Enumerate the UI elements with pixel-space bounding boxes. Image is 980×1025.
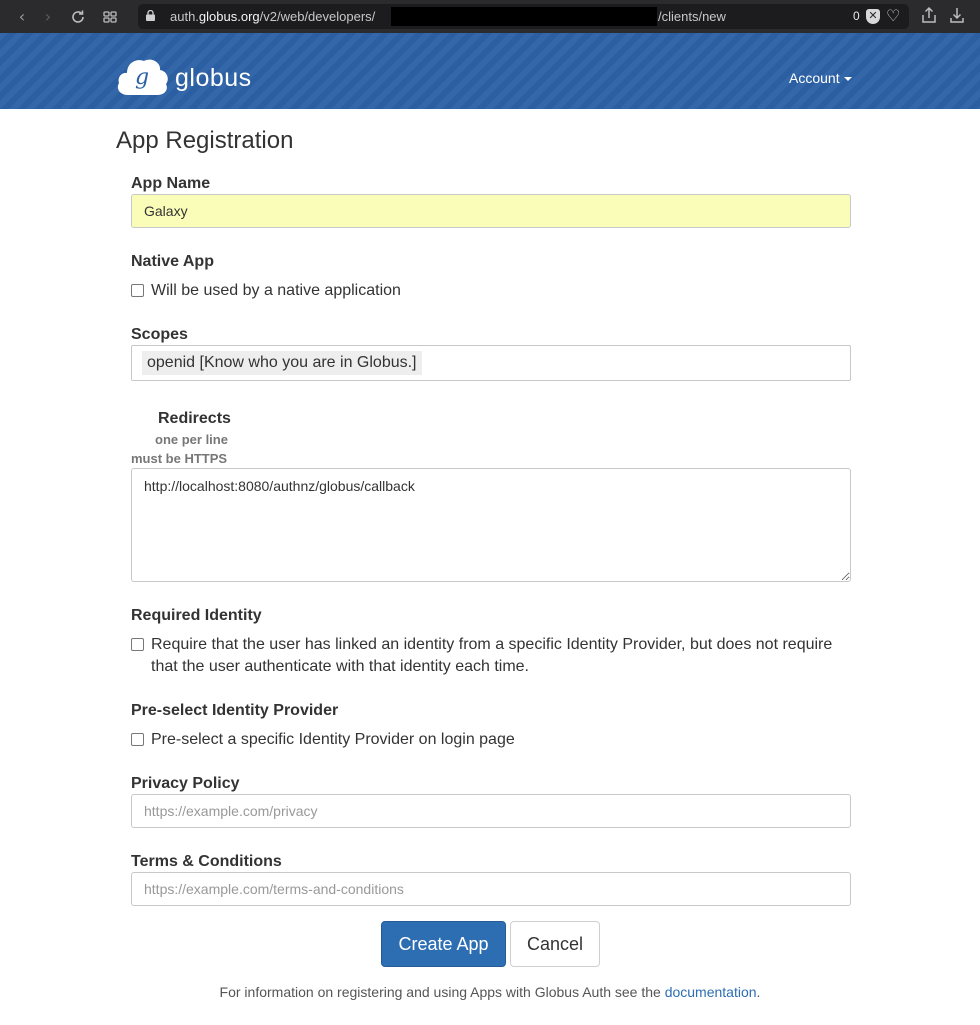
documentation-link[interactable]: documentation — [664, 984, 757, 1000]
native-app-label: Native App — [131, 253, 214, 270]
scope-chip-openid[interactable]: openid [Know who you are in Globus.] — [142, 351, 422, 375]
footer-suffix: . — [756, 984, 761, 1000]
browser-toolbar — [0, 0, 980, 33]
account-menu[interactable] — [789, 70, 852, 86]
back-icon[interactable]: ‹ — [18, 7, 26, 26]
page-title: App Registration — [116, 127, 294, 154]
svg-text:g: g — [135, 65, 150, 90]
preselect-idp-checkbox[interactable] — [131, 733, 144, 746]
globus-logo-icon[interactable] — [116, 57, 170, 97]
download-icon[interactable] — [948, 6, 968, 26]
app-name-label: App Name — [131, 175, 211, 192]
shield-icon[interactable]: ✕ — [866, 9, 880, 24]
required-identity-option[interactable] — [131, 634, 832, 678]
privacy-policy-label: Privacy Policy — [131, 775, 240, 792]
preselect-idp-option[interactable] — [131, 729, 515, 751]
privacy-policy-input[interactable] — [131, 794, 851, 828]
redirects-textarea[interactable] — [131, 468, 851, 582]
required-identity-text-line1: Require that the user has linked an identity from a specific Identity Provider, but does not require — [151, 636, 833, 653]
footer-note — [0, 984, 980, 1000]
required-identity-text-line2: that the user authenticate with that identity each time. — [151, 658, 529, 675]
site-header — [0, 33, 980, 109]
reload-icon[interactable] — [68, 7, 88, 27]
native-app-checkbox[interactable] — [131, 284, 144, 297]
scopes-label: Scopes — [131, 326, 188, 343]
scopes-input[interactable] — [131, 345, 851, 381]
brand-name[interactable]: globus — [175, 64, 252, 92]
create-app-button[interactable]: Create App — [381, 921, 506, 967]
redirects-hint-https: must be HTTPS — [131, 451, 228, 466]
account-label: Account — [789, 70, 840, 86]
lock-icon — [146, 10, 155, 21]
footer-text: For information on registering and using Apps with Globus Auth see the — [219, 984, 665, 1000]
share-icon[interactable] — [920, 6, 940, 26]
terms-input[interactable] — [131, 872, 851, 906]
required-identity-checkbox[interactable] — [131, 638, 144, 651]
cancel-button[interactable]: Cancel — [510, 921, 600, 967]
tracker-count: 0 — [853, 9, 860, 23]
heart-icon[interactable]: ♡ — [886, 6, 901, 25]
app-name-input[interactable] — [131, 194, 851, 228]
forward-icon[interactable]: › — [44, 7, 52, 26]
redirects-hint-one-per-line: one per line — [155, 432, 228, 447]
preselect-idp-label: Pre-select Identity Provider — [131, 702, 339, 719]
address-bar[interactable] — [138, 4, 909, 29]
url-text-end: /clients/new — [658, 9, 726, 24]
tab-overview-icon[interactable] — [100, 7, 120, 27]
required-identity-checkbox-label — [151, 634, 832, 678]
url-text-start: auth.globus.org/v2/web/developers/ — [170, 9, 376, 24]
native-app-checkbox-label: Will be used by a native application — [151, 282, 401, 299]
redacted-url-segment — [391, 7, 657, 26]
required-identity-label: Required Identity — [131, 607, 262, 624]
preselect-idp-checkbox-label: Pre-select a specific Identity Provider on login page — [151, 731, 515, 748]
native-app-option[interactable] — [131, 280, 401, 302]
caret-down-icon — [844, 77, 852, 81]
redirects-label: Redirects — [158, 410, 231, 427]
terms-label: Terms & Conditions — [131, 853, 282, 870]
